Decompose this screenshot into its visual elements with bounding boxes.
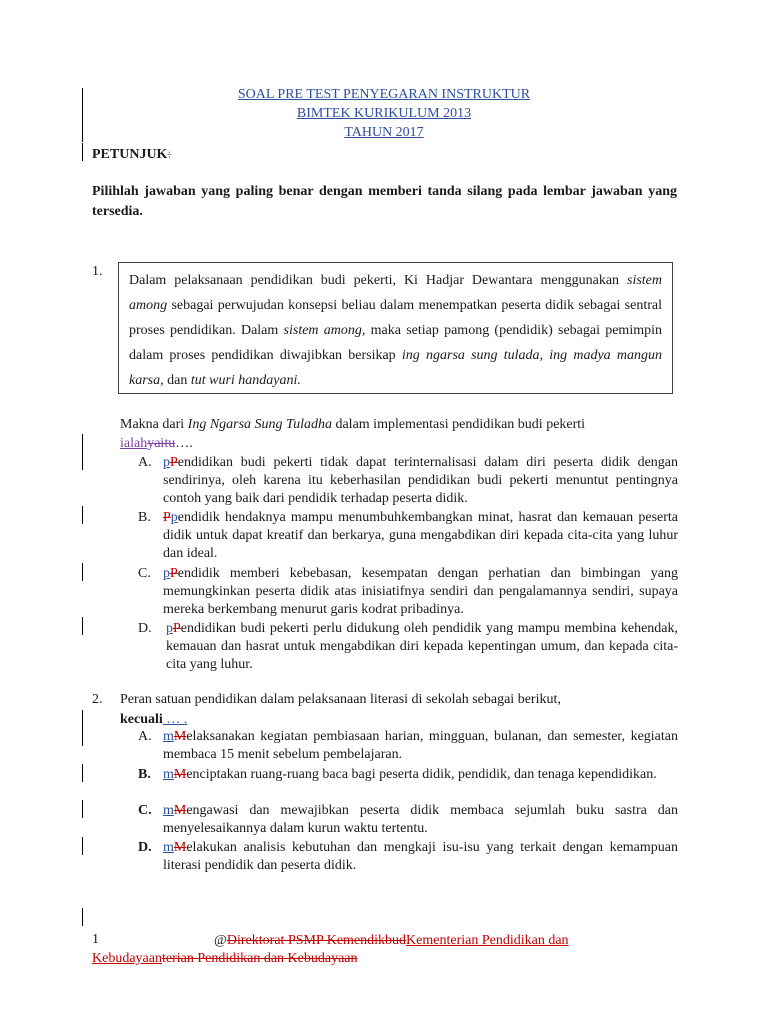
option-text: elaksanakan kegiatan pembiasaan harian, mingguan, bulanan, dan semester, kegiatan membaca 15 menit sebelum pembelajaran. (163, 729, 678, 762)
answer-option-d[interactable] (138, 839, 678, 877)
page-title-line1: SOAL PRE TEST PENYEGARAN INSTRUKTUR (237, 87, 531, 102)
deleted-text: M (173, 840, 187, 855)
stem-text: dalam implementasi pendidikan budi pekerti (331, 417, 586, 432)
inserted-text: p (170, 510, 178, 525)
option-text: enciptakan ruang-ruang baca bagi peserta didik, pendidik, dan tenaga kependidikan. (186, 767, 657, 782)
deleted-text: M (173, 767, 187, 782)
option-label: C. (138, 566, 151, 581)
stem-ellipsis: …. (175, 436, 193, 451)
option-label: D. (138, 840, 152, 855)
inserted-text: m (163, 803, 174, 818)
deleted-text: yaitu (147, 436, 176, 451)
deleted-text: P (170, 455, 178, 470)
option-label: D. (138, 621, 152, 636)
change-bar (82, 908, 83, 926)
change-bar (82, 143, 83, 161)
answer-option-a[interactable] (138, 728, 678, 766)
change-bar (82, 728, 83, 746)
passage-italic: sistem among, (283, 323, 366, 338)
inserted-text: p (166, 621, 173, 636)
petunjuk-label: PETUNJUK (92, 147, 168, 162)
option-label: B. (138, 510, 151, 525)
change-bar (82, 837, 83, 855)
page-title-line3: TAHUN 2017 (344, 125, 424, 140)
petunjuk-heading (92, 145, 171, 164)
stem-text: Makna dari (120, 417, 188, 432)
at-sign: @ (214, 933, 227, 948)
deleted-text: M (173, 729, 187, 744)
question-stem: Peran satuan pendidikan dalam pelaksanaan literasi di sekolah sebagai berikut, (120, 692, 561, 707)
passage-italic: sistem among (129, 273, 662, 313)
change-bar (82, 506, 83, 524)
page-number: 1 (92, 932, 99, 947)
question-stem (120, 415, 677, 434)
inserted-text: m (163, 729, 174, 744)
page-title-line2: BIMTEK KURIKULUM 2013 (296, 106, 472, 121)
deleted-text: P (170, 566, 178, 581)
stem-emphasis: kecuali (120, 712, 163, 727)
inserted-text: p (163, 566, 170, 581)
deleted-text: Direktorat PSMP Kemendikbud (226, 933, 407, 948)
option-text: endidik memberi kebebasan, kesempatan dengan perhatian dan bimbingan yang memungkinkan peserta didik atas inisiatifnya sendiri dan pengalamannya sendiri, supaya mereka berkembang menurut garis kodrat pribadinya. (163, 566, 678, 617)
stem-italic: Ing Ngarsa Sung Tuladha (187, 417, 332, 432)
question-stem-end (120, 434, 193, 453)
answer-option-b[interactable] (138, 509, 678, 565)
passage-text: maka setiap pamong (pendidik) sebagai pemimpin dalam proses pendidikan diwajibkan bersikap (129, 323, 662, 363)
deleted-text: terian Pendidikan dan Kebudayaan (161, 951, 358, 966)
change-bar (82, 710, 83, 728)
inserted-text: m (163, 840, 174, 855)
option-label: C. (138, 803, 152, 818)
option-text: engawasi dan mewajibkan peserta didik membaca sejumlah buku sastra dan menyelesaikannya dalam kurun waktu tertentu. (163, 803, 678, 836)
inserted-text: Kebudayaan (92, 951, 162, 966)
passage-italic: ing ngarsa sung tulada, ing madya mangun karsa, (129, 348, 662, 388)
question-number: 1. (92, 264, 103, 279)
answer-option-d[interactable] (138, 620, 678, 676)
passage-italic: tut wuri handayani. (190, 373, 301, 388)
option-text: endidikan budi pekerti perlu didukung oleh pendidik yang mampu membina kehendak, kemauan dan hasrat untuk mengabdikan diri kepada kepentingan umum, dan kepada cita-cita yang luhur. (166, 621, 678, 672)
question-stem-end (120, 710, 187, 729)
option-label: A. (138, 729, 152, 744)
change-bar (82, 452, 83, 470)
reading-passage-box (118, 262, 673, 394)
deleted-text: P (173, 621, 181, 636)
change-bar (82, 800, 83, 818)
passage-text: Dalam pelaksanaan pendidikan budi pekerti, Ki Hadjar Dewantara menggunakan (129, 273, 627, 288)
change-bar (82, 563, 83, 581)
option-text: elakukan analisis kebutuhan dan mengkaji isu-isu yang terkait dengan kemampuan literasi pendidik dan peserta didik. (163, 840, 678, 873)
footer-line1 (214, 932, 684, 950)
deleted-text: P (163, 510, 171, 525)
stem-ellipsis: … . (162, 712, 188, 727)
deleted-text: M (173, 803, 187, 818)
inserted-text: m (163, 767, 174, 782)
option-text: endidikan budi pekerti tidak dapat terinternalisasi dalam diri peserta didik dengan sendirinya, oleh karena itu keberhasilan pendidikan budi pekerti menuntut pentingnya contoh yang baik dari pendidik terhadap peserta didik. (163, 455, 678, 506)
deleted-colon: : (167, 147, 172, 162)
inserted-text: ialah (120, 436, 148, 451)
inserted-text: Kementerian Pendidikan dan (406, 933, 569, 948)
change-bar (82, 617, 83, 635)
inserted-text: p (163, 455, 170, 470)
passage-text: sebagai perwujudan konsepsi beliau dalam menempatkan peserta didik sebagai sentral proses pendidikan. Dalam (129, 298, 662, 338)
option-text: endidik hendaknya mampu menumbuhkembangkan minat, hasrat dan kemauan peserta didik untuk dapat kreatif dan berkarya, guna mengabdikan diri kepada cita-cita yang luhur dan ideal. (163, 510, 678, 561)
change-bar (82, 434, 83, 452)
option-label: B. (138, 767, 151, 782)
answer-option-c[interactable] (138, 802, 678, 840)
footer-line2 (92, 950, 358, 968)
question-number: 2. (92, 692, 103, 707)
change-bar (82, 764, 83, 782)
instruction-text: Pilihlah jawaban yang paling benar dengan memberi tanda silang pada lembar jawaban yang tersedia. (92, 184, 677, 219)
passage-text: dan (163, 373, 191, 388)
answer-option-b[interactable] (138, 766, 678, 804)
answer-option-c[interactable] (138, 565, 678, 621)
option-label: A. (138, 455, 152, 470)
answer-option-a[interactable] (138, 454, 678, 510)
